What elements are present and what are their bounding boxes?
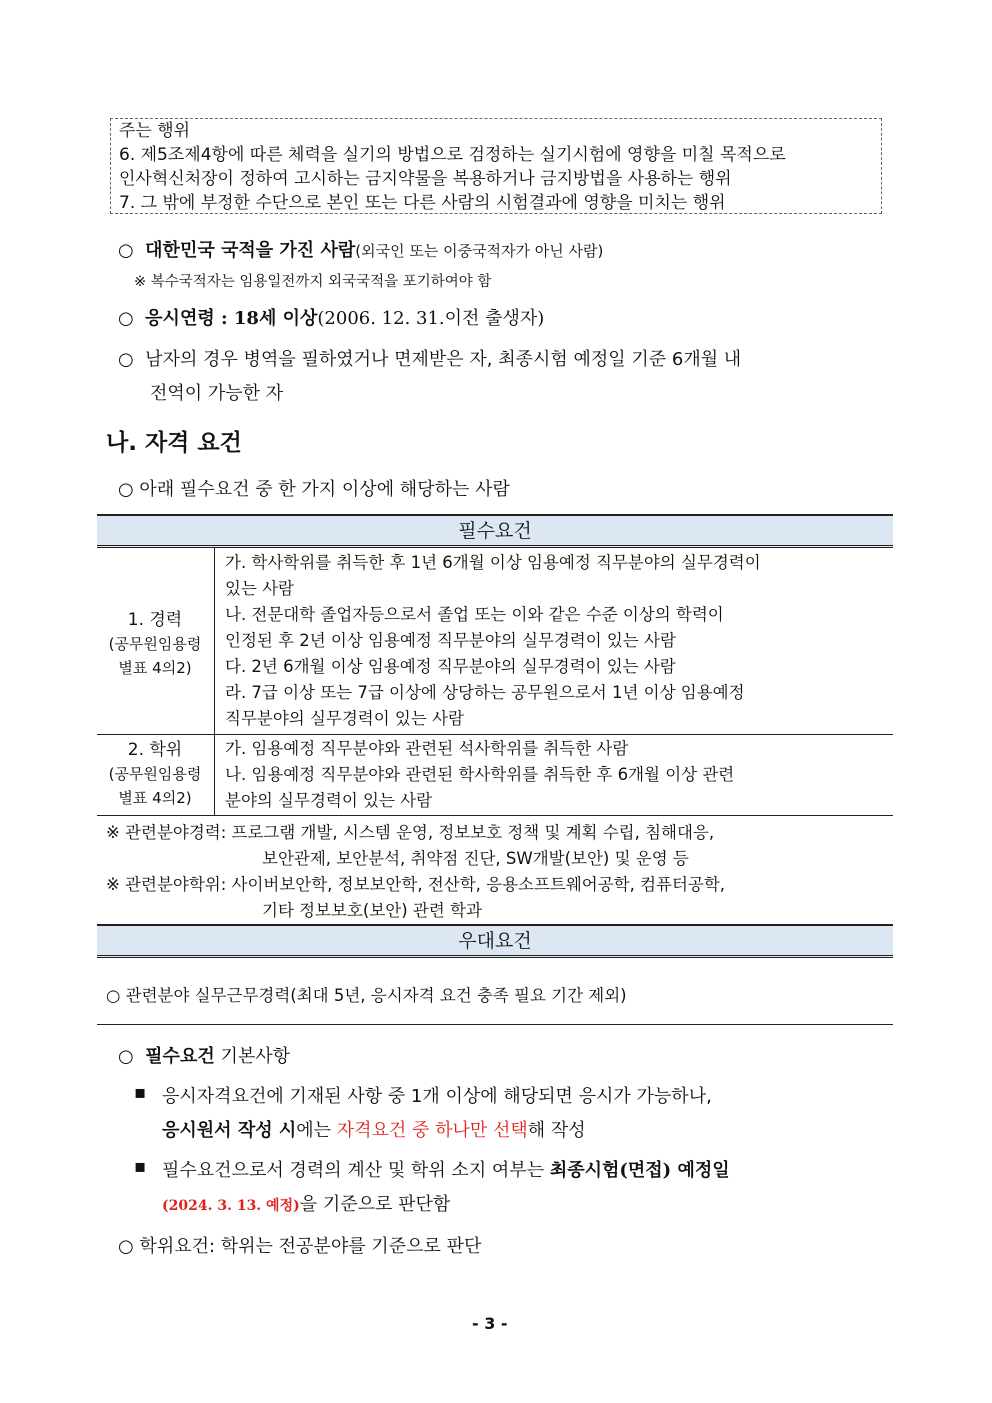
career-item: 가. 학사학위를 취득한 후 1년 6개월 이상 임용예정 직무분야의 실무경력이 (225, 553, 761, 572)
note-career (106, 820, 714, 846)
preferred-header: 우대요건 (97, 924, 893, 958)
p2-start: 필수요건으로서 경력의 계산 및 학위 소지 여부는 (162, 1160, 550, 1181)
career-item: 직무분야의 실무경력이 있는 사람 (225, 709, 464, 728)
career-item: 있는 사람 (225, 579, 295, 598)
circle-bullet-icon: ○ (118, 240, 134, 261)
degree-item: 가. 임용예정 직무분야와 관련된 석사학위를 취득한 사람 (225, 739, 629, 758)
career-title: 1. 경력 (127, 610, 183, 630)
degree-item: 분야의 실무경력이 있는 사람 (225, 791, 433, 810)
basics-p1-line2 (162, 1116, 586, 1142)
preferred-item: ○ 관련분야 실무근무경력(최대 5년, 응시자격 요건 충족 필요 기간 제외) (106, 986, 627, 1005)
basics-p2-line2 (162, 1190, 450, 1216)
age-bold: 응시연령 : 18세 이상 (145, 308, 318, 329)
nationality-item (118, 236, 603, 262)
box-line: 7. 그 밖에 부정한 수단으로 본인 또는 다른 사람의 시험결과에 영향을 미치는 행위 (119, 193, 726, 213)
p1-mid: 에는 (296, 1120, 337, 1141)
career-sub1: (공무원임용령 (108, 635, 202, 653)
nationality-rest: (외국인 또는 이중국적자가 아닌 사람) (355, 242, 604, 260)
requirements-table (97, 548, 893, 816)
basics-p2-line1 (162, 1156, 730, 1182)
nationality-note: ※ 복수국적자는 임용일전까지 외국국적을 포기하여야 함 (134, 274, 492, 290)
p2-red: (2024. 3. 13. 예정) (162, 1198, 300, 1214)
degree-title: 2. 학위 (127, 740, 183, 760)
p1-bold: 응시원서 작성 시 (162, 1120, 297, 1141)
p1-end: 해 작성 (527, 1120, 586, 1141)
career-item: 라. 7급 이상 또는 7급 이상에 상당하는 공무원으로서 1년 이상 임용예정 (225, 683, 745, 702)
note-label: ※ 관련분야경력: (106, 823, 227, 842)
prohibited-acts-box (110, 118, 882, 214)
career-sub2: 별표 4의2) (118, 659, 192, 677)
box-line: 인사혁신처장이 정하여 고시하는 금지약물을 복용하거나 금지방법을 사용하는 행위 (119, 169, 732, 189)
degree-item: 나. 임용예정 직무분야와 관련된 학사학위를 취득한 후 6개월 이상 관련 (225, 765, 735, 784)
box-line: 주는 행위 (119, 121, 191, 141)
note-line: 보안관제, 보안분석, 취약점 진단, SW개발(보안) 및 운영 등 (262, 849, 689, 868)
circle-bullet-icon: ○ (118, 1046, 134, 1067)
basics-bold: 필수요건 (145, 1046, 215, 1067)
nationality-bold: 대한민국 국적을 가진 사람 (145, 240, 356, 261)
degree-sub2: 별표 4의2) (118, 789, 192, 807)
p2-bold: 최종시험(면접) 예정일 (549, 1160, 730, 1181)
note-label: ※ 관련분야학위: (106, 875, 227, 894)
note-line: 사이버보안학, 정보보안학, 전산학, 응용소프트웨어공학, 컴퓨터공학, (231, 875, 726, 894)
square-bullet-icon: ▪ (134, 1082, 147, 1103)
section-intro: ○ 아래 필수요건 중 한 가지 이상에 해당하는 사람 (118, 479, 510, 500)
military-line1: 남자의 경우 병역을 필하였거나 면제받은 자, 최종시험 예정일 기준 6개월 내 (145, 349, 742, 370)
age-item (118, 304, 544, 330)
basics-rest: 기본사항 (214, 1046, 291, 1067)
age-rest: (2006. 12. 31.이전 출생자) (317, 308, 545, 329)
preferred-divider (97, 1024, 893, 1025)
military-line2: 전역이 가능한 자 (150, 383, 284, 404)
circle-bullet-icon: ○ (118, 308, 134, 329)
section-title: 나. 자격 요건 (106, 430, 242, 456)
box-line: 6. 제5조제4항에 따른 체력을 실기의 방법으로 검정하는 실기시험에 영향을 미칠 목적으로 (119, 145, 786, 165)
square-bullet-icon: ▪ (134, 1156, 147, 1177)
career-label-cell (97, 608, 213, 680)
page-number: - 3 - (472, 1314, 508, 1333)
degree-sub1: (공무원임용령 (108, 765, 202, 783)
degree-label-cell (97, 738, 213, 810)
military-item (118, 345, 741, 371)
basics-p1-line1: 응시자격요건에 기재된 사항 중 1개 이상에 해당되면 응시가 가능하나, (162, 1086, 712, 1107)
required-header: 필수요건 (97, 514, 893, 548)
circle-bullet-icon: ○ (118, 349, 134, 370)
career-item: 인정된 후 2년 이상 임용예정 직무분야의 실무경력이 있는 사람 (225, 631, 676, 650)
p1-red: 자격요건 중 하나만 선택 (336, 1120, 528, 1141)
note-line: 기타 정보보호(보안) 관련 학과 (262, 901, 482, 920)
career-item: 나. 전문대학 졸업자등으로서 졸업 또는 이와 같은 수준 이상의 학력이 (225, 605, 724, 624)
p2-end: 을 기준으로 판단함 (299, 1194, 451, 1215)
note-degree (106, 872, 725, 898)
basics-heading (118, 1042, 290, 1068)
note-line: 프로그램 개발, 시스템 운영, 정보보호 정책 및 계획 수립, 침해대응, (231, 823, 715, 842)
degree-req: ○ 학위요건: 학위는 전공분야를 기준으로 판단 (118, 1236, 482, 1257)
career-item: 다. 2년 6개월 이상 임용예정 직무분야의 실무경력이 있는 사람 (225, 657, 676, 676)
